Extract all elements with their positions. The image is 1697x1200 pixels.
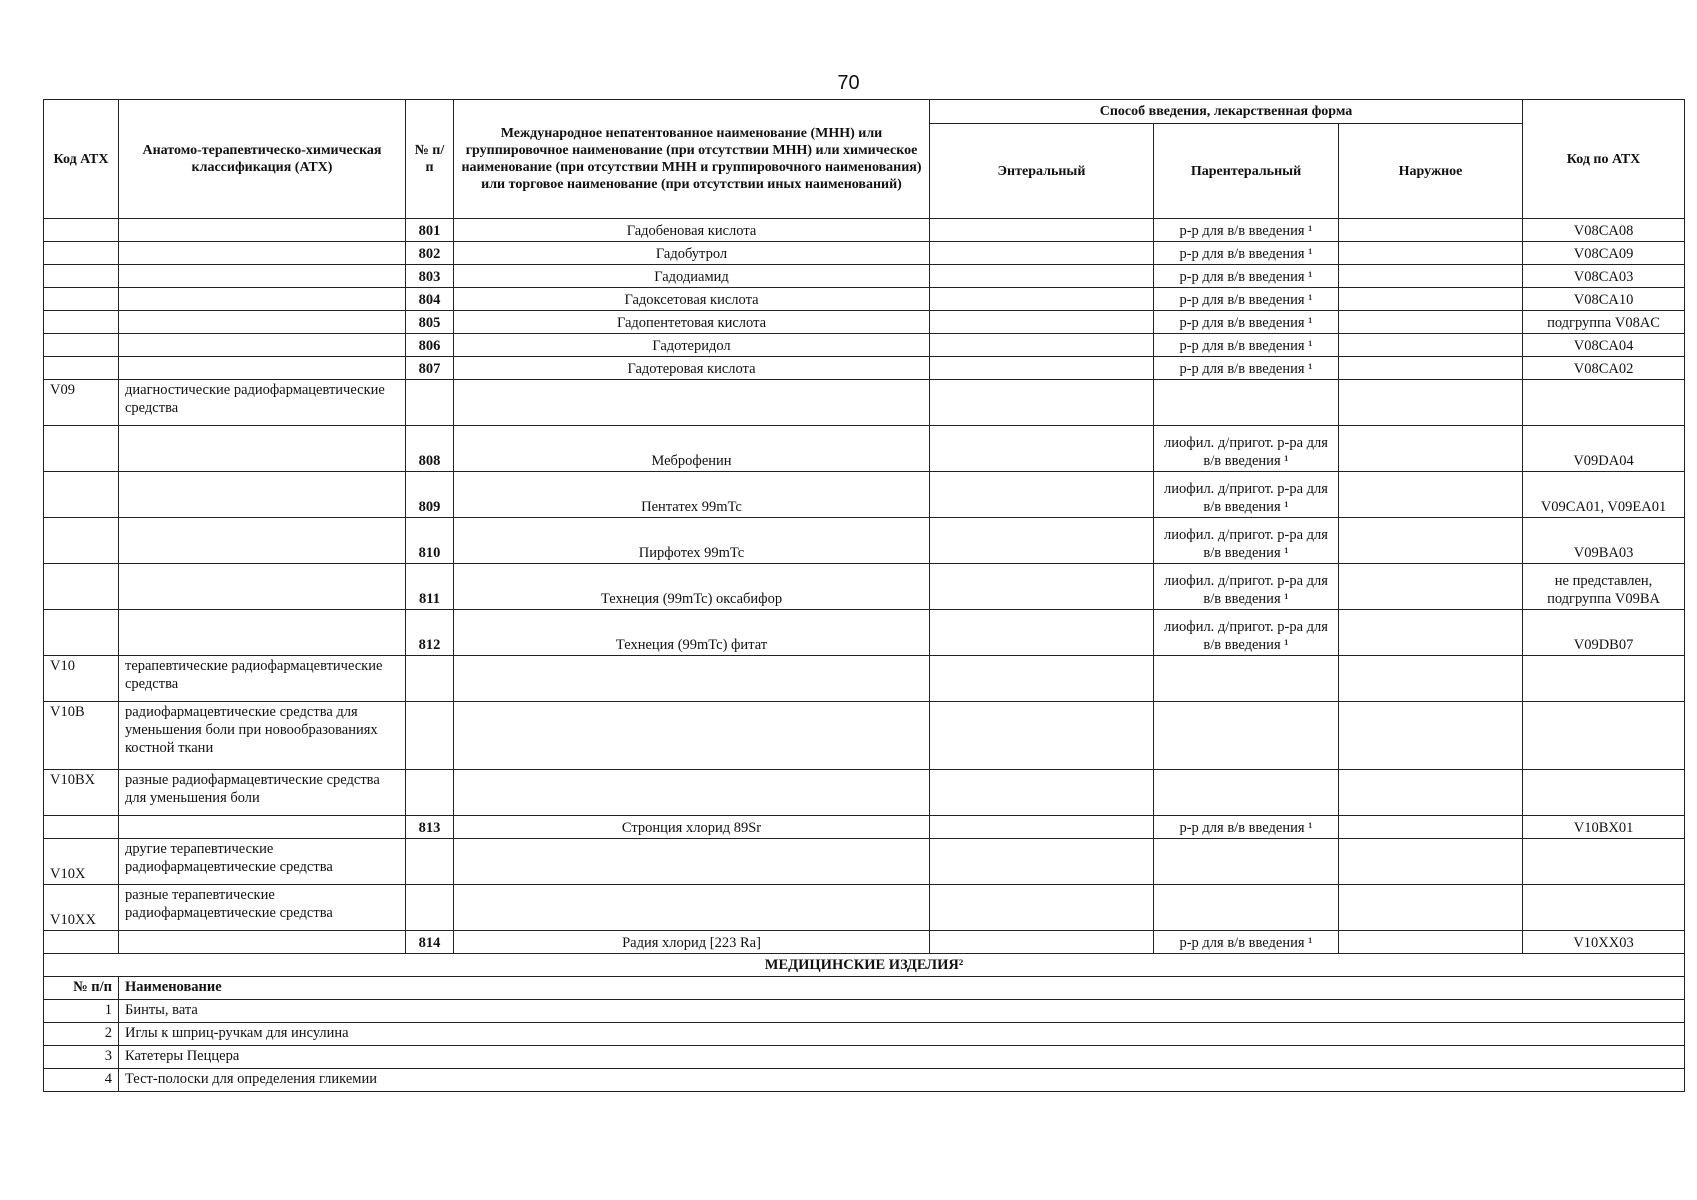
- row-number-cell: 814: [406, 931, 454, 954]
- atx-code-right-cell: V08CA04: [1523, 334, 1685, 357]
- atx-classification-cell: [119, 564, 406, 610]
- parenteral-cell: р-р для в/в введения ¹: [1154, 334, 1339, 357]
- header-drug-name: Международное непатентованное наименование (МНН) или группировочное наименование (при отсутствии МНН) или химическое наименование (при отсутствии МНН и группировочного наименования) или торговое наименование (при отсутствии иных наименований): [454, 100, 930, 219]
- drug-list-table: [43, 99, 1685, 1092]
- external-cell: [1339, 564, 1523, 610]
- atx-code-right-cell: [1523, 702, 1685, 770]
- enteral-cell: [930, 265, 1154, 288]
- atx-code-right-cell: V08CA08: [1523, 219, 1685, 242]
- row-number-cell: [406, 656, 454, 702]
- row-number-cell: [406, 839, 454, 885]
- row-number-cell: 808: [406, 426, 454, 472]
- drug-name-cell: Гадодиамид: [454, 265, 930, 288]
- external-cell: [1339, 472, 1523, 518]
- device-name: Тест-полоски для определения гликемии: [119, 1069, 1685, 1092]
- external-cell: [1339, 702, 1523, 770]
- table-row: [44, 885, 1685, 931]
- table-row: [44, 702, 1685, 770]
- parenteral-cell: р-р для в/в введения ¹: [1154, 288, 1339, 311]
- drug-name-cell: [454, 656, 930, 702]
- external-cell: [1339, 816, 1523, 839]
- external-cell: [1339, 334, 1523, 357]
- enteral-cell: [930, 885, 1154, 931]
- row-number-cell: [406, 702, 454, 770]
- parenteral-cell: лиофил. д/пригот. р-ра для в/в введения ¹: [1154, 472, 1339, 518]
- atx-code-cell: [44, 334, 119, 357]
- parenteral-cell: [1154, 656, 1339, 702]
- atx-code-right-cell: [1523, 380, 1685, 426]
- enteral-cell: [930, 288, 1154, 311]
- list-item: [44, 1069, 1685, 1092]
- atx-code-cell: [44, 610, 119, 656]
- atx-classification-cell: [119, 816, 406, 839]
- atx-code-cell: [44, 357, 119, 380]
- devices-section: [44, 954, 1685, 1000]
- row-number-cell: [406, 770, 454, 816]
- enteral-cell: [930, 334, 1154, 357]
- atx-code-cell: V09: [44, 380, 119, 426]
- drug-name-cell: Стронция хлорид 89Sr: [454, 816, 930, 839]
- list-item: [44, 1046, 1685, 1069]
- parenteral-cell: р-р для в/в введения ¹: [1154, 242, 1339, 265]
- enteral-cell: [930, 839, 1154, 885]
- atx-code-cell: [44, 518, 119, 564]
- drug-name-cell: Гадоксетовая кислота: [454, 288, 930, 311]
- atx-classification-cell: [119, 311, 406, 334]
- table-row: [44, 770, 1685, 816]
- atx-code-cell: [44, 288, 119, 311]
- devices-header-name: Наименование: [119, 977, 1685, 1000]
- atx-code-cell: [44, 931, 119, 954]
- enteral-cell: [930, 770, 1154, 816]
- atx-classification-cell: [119, 472, 406, 518]
- table-row: [44, 311, 1685, 334]
- parenteral-cell: лиофил. д/пригот. р-ра для в/в введения ¹: [1154, 610, 1339, 656]
- atx-classification-cell: [119, 357, 406, 380]
- header-external: Наружное: [1339, 124, 1523, 219]
- atx-code-cell: V10: [44, 656, 119, 702]
- drug-name-cell: Меброфенин: [454, 426, 930, 472]
- atx-code-right-cell: подгруппа V08AC: [1523, 311, 1685, 334]
- row-number-cell: 809: [406, 472, 454, 518]
- atx-code-cell: [44, 242, 119, 265]
- enteral-cell: [930, 219, 1154, 242]
- row-number-cell: 802: [406, 242, 454, 265]
- enteral-cell: [930, 656, 1154, 702]
- header-enteral: Энтеральный: [930, 124, 1154, 219]
- enteral-cell: [930, 472, 1154, 518]
- atx-code-right-cell: [1523, 885, 1685, 931]
- row-number-cell: 807: [406, 357, 454, 380]
- table-row: [44, 219, 1685, 242]
- atx-classification-cell: [119, 242, 406, 265]
- parenteral-cell: [1154, 839, 1339, 885]
- device-name: Катетеры Пеццера: [119, 1046, 1685, 1069]
- enteral-cell: [930, 380, 1154, 426]
- table-row: [44, 334, 1685, 357]
- drug-rows: [44, 219, 1685, 954]
- atx-code-cell: [44, 265, 119, 288]
- parenteral-cell: лиофил. д/пригот. р-ра для в/в введения ¹: [1154, 426, 1339, 472]
- devices-header-num: № п/п: [44, 977, 119, 1000]
- atx-code-right-cell: [1523, 770, 1685, 816]
- external-cell: [1339, 265, 1523, 288]
- row-number-cell: 804: [406, 288, 454, 311]
- row-number-cell: 803: [406, 265, 454, 288]
- table-row: [44, 426, 1685, 472]
- atx-classification-cell: [119, 265, 406, 288]
- table-row: [44, 518, 1685, 564]
- enteral-cell: [930, 931, 1154, 954]
- row-number-cell: 813: [406, 816, 454, 839]
- parenteral-cell: [1154, 380, 1339, 426]
- atx-classification-cell: [119, 426, 406, 472]
- external-cell: [1339, 518, 1523, 564]
- drug-name-cell: Радия хлорид [223 Ra]: [454, 931, 930, 954]
- atx-code-cell: [44, 219, 119, 242]
- external-cell: [1339, 770, 1523, 816]
- external-cell: [1339, 288, 1523, 311]
- atx-code-right-cell: не представлен, подгруппа V09BA: [1523, 564, 1685, 610]
- atx-code-cell: [44, 311, 119, 334]
- external-cell: [1339, 219, 1523, 242]
- atx-code-cell: [44, 472, 119, 518]
- page-number: 70: [837, 72, 860, 94]
- external-cell: [1339, 610, 1523, 656]
- atx-code-right-cell: V08CA02: [1523, 357, 1685, 380]
- atx-code-right-cell: V09BA03: [1523, 518, 1685, 564]
- drug-name-cell: [454, 770, 930, 816]
- atx-classification-cell: [119, 219, 406, 242]
- drug-name-cell: Пирфотех 99mTc: [454, 518, 930, 564]
- enteral-cell: [930, 518, 1154, 564]
- table-row: [44, 816, 1685, 839]
- atx-code-right-cell: V08CA10: [1523, 288, 1685, 311]
- parenteral-cell: р-р для в/в введения ¹: [1154, 816, 1339, 839]
- external-cell: [1339, 839, 1523, 885]
- external-cell: [1339, 931, 1523, 954]
- row-number-cell: [406, 885, 454, 931]
- table-row: [44, 242, 1685, 265]
- drug-name-cell: Гадотеридол: [454, 334, 930, 357]
- table-row: [44, 931, 1685, 954]
- drug-name-cell: Технеция (99mTc) оксабифор: [454, 564, 930, 610]
- table-row: [44, 472, 1685, 518]
- header-row-number: № п/п: [406, 100, 454, 219]
- device-number: 3: [44, 1046, 119, 1069]
- enteral-cell: [930, 702, 1154, 770]
- atx-classification-cell: [119, 931, 406, 954]
- row-number-cell: 810: [406, 518, 454, 564]
- parenteral-cell: [1154, 885, 1339, 931]
- row-number-cell: 801: [406, 219, 454, 242]
- table-row: [44, 288, 1685, 311]
- header-parenteral: Парентеральный: [1154, 124, 1339, 219]
- parenteral-cell: р-р для в/в введения ¹: [1154, 357, 1339, 380]
- enteral-cell: [930, 357, 1154, 380]
- drug-name-cell: [454, 380, 930, 426]
- atx-classification-cell: разные терапевтические радиофармацевтические средства: [119, 885, 406, 931]
- drug-name-cell: [454, 839, 930, 885]
- device-number: 4: [44, 1069, 119, 1092]
- enteral-cell: [930, 311, 1154, 334]
- atx-classification-cell: радиофармацевтические средства для уменьшения боли при новообразованиях костной ткани: [119, 702, 406, 770]
- atx-code-cell: V10XX: [44, 885, 119, 931]
- drug-name-cell: Гадобеновая кислота: [454, 219, 930, 242]
- atx-code-cell: [44, 816, 119, 839]
- device-rows: [44, 1000, 1685, 1092]
- device-number: 2: [44, 1023, 119, 1046]
- drug-name-cell: [454, 702, 930, 770]
- table-row: [44, 357, 1685, 380]
- parenteral-cell: лиофил. д/пригот. р-ра для в/в введения ¹: [1154, 518, 1339, 564]
- atx-code-right-cell: [1523, 656, 1685, 702]
- devices-title: МЕДИЦИНСКИЕ ИЗДЕЛИЯ²: [44, 954, 1685, 977]
- atx-classification-cell: диагностические радиофармацевтические средства: [119, 380, 406, 426]
- drug-name-cell: Гадопентетовая кислота: [454, 311, 930, 334]
- list-item: [44, 1023, 1685, 1046]
- atx-classification-cell: разные радиофармацевтические средства для уменьшения боли: [119, 770, 406, 816]
- atx-code-cell: V10BX: [44, 770, 119, 816]
- atx-code-cell: V10X: [44, 839, 119, 885]
- parenteral-cell: [1154, 702, 1339, 770]
- atx-code-cell: [44, 564, 119, 610]
- row-number-cell: [406, 380, 454, 426]
- atx-classification-cell: терапевтические радиофармацевтические средства: [119, 656, 406, 702]
- table-row: [44, 265, 1685, 288]
- atx-code-right-cell: V10BX01: [1523, 816, 1685, 839]
- device-number: 1: [44, 1000, 119, 1023]
- atx-classification-cell: [119, 610, 406, 656]
- parenteral-cell: р-р для в/в введения ¹: [1154, 311, 1339, 334]
- atx-classification-cell: другие терапевтические радиофармацевтические средства: [119, 839, 406, 885]
- header-route: Способ введения, лекарственная форма: [930, 100, 1523, 124]
- device-name: Бинты, вата: [119, 1000, 1685, 1023]
- drug-name-cell: Гадобутрол: [454, 242, 930, 265]
- external-cell: [1339, 242, 1523, 265]
- external-cell: [1339, 380, 1523, 426]
- header-atx-code: Код АТХ: [44, 100, 119, 219]
- enteral-cell: [930, 426, 1154, 472]
- drug-name-cell: [454, 885, 930, 931]
- table-row: [44, 610, 1685, 656]
- row-number-cell: 812: [406, 610, 454, 656]
- enteral-cell: [930, 564, 1154, 610]
- atx-code-right-cell: V08CA03: [1523, 265, 1685, 288]
- parenteral-cell: р-р для в/в введения ¹: [1154, 265, 1339, 288]
- enteral-cell: [930, 816, 1154, 839]
- table-row: [44, 656, 1685, 702]
- row-number-cell: 805: [406, 311, 454, 334]
- external-cell: [1339, 656, 1523, 702]
- external-cell: [1339, 357, 1523, 380]
- atx-code-cell: V10B: [44, 702, 119, 770]
- external-cell: [1339, 885, 1523, 931]
- drug-name-cell: Пентатех 99mTc: [454, 472, 930, 518]
- parenteral-cell: р-р для в/в введения ¹: [1154, 931, 1339, 954]
- parenteral-cell: р-р для в/в введения ¹: [1154, 219, 1339, 242]
- atx-code-right-cell: V10XX03: [1523, 931, 1685, 954]
- table-row: [44, 839, 1685, 885]
- enteral-cell: [930, 610, 1154, 656]
- atx-code-right-cell: V09DB07: [1523, 610, 1685, 656]
- atx-classification-cell: [119, 334, 406, 357]
- header-atx-classification: Анатомо-терапевтическо-химическая классификация (АТХ): [119, 100, 406, 219]
- atx-code-right-cell: V08CA09: [1523, 242, 1685, 265]
- atx-code-right-cell: V09DA04: [1523, 426, 1685, 472]
- table-row: [44, 564, 1685, 610]
- atx-classification-cell: [119, 518, 406, 564]
- atx-classification-cell: [119, 288, 406, 311]
- table-row: [44, 380, 1685, 426]
- external-cell: [1339, 426, 1523, 472]
- list-item: [44, 1000, 1685, 1023]
- drug-name-cell: Технеция (99mTc) фитат: [454, 610, 930, 656]
- atx-code-right-cell: V09CA01, V09EA01: [1523, 472, 1685, 518]
- parenteral-cell: [1154, 770, 1339, 816]
- device-name: Иглы к шприц-ручкам для инсулина: [119, 1023, 1685, 1046]
- row-number-cell: 811: [406, 564, 454, 610]
- external-cell: [1339, 311, 1523, 334]
- header-atx-code-right: Код по АТХ: [1523, 100, 1685, 219]
- drug-name-cell: Гадотеровая кислота: [454, 357, 930, 380]
- atx-code-cell: [44, 426, 119, 472]
- enteral-cell: [930, 242, 1154, 265]
- parenteral-cell: лиофил. д/пригот. р-ра для в/в введения ¹: [1154, 564, 1339, 610]
- atx-code-right-cell: [1523, 839, 1685, 885]
- row-number-cell: 806: [406, 334, 454, 357]
